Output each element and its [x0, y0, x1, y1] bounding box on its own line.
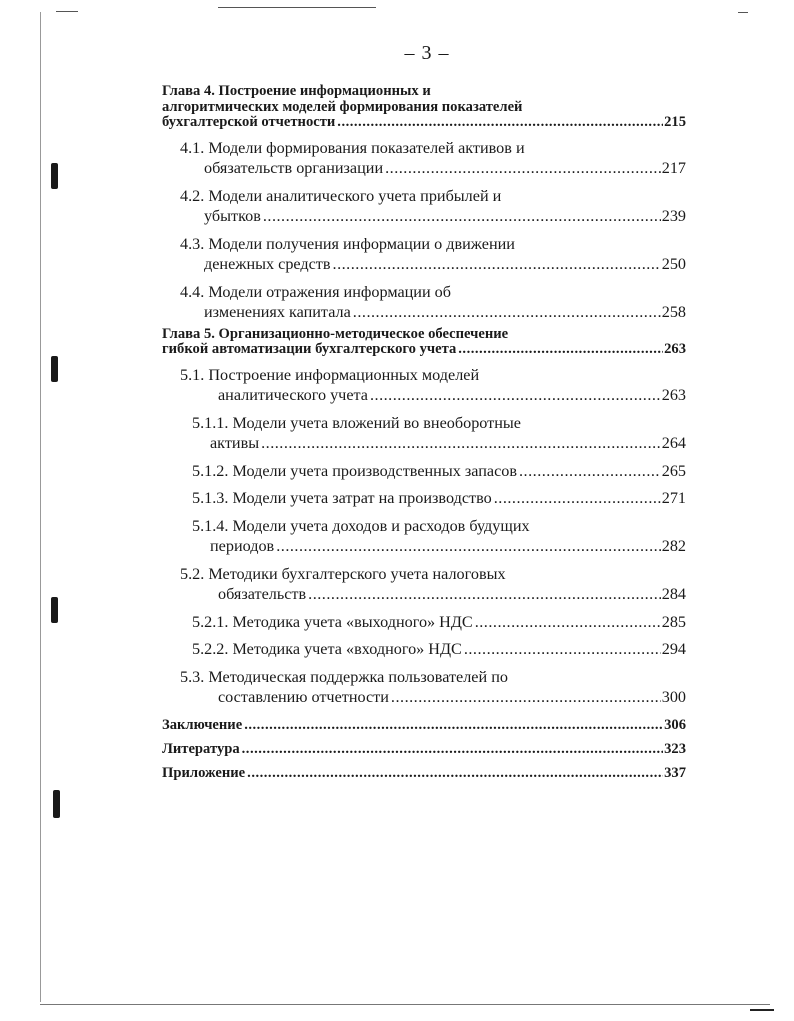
- toc-entry-title: Литература: [162, 740, 240, 757]
- toc-section-5-1[interactable]: [162, 365, 686, 406]
- dot-leader: [333, 254, 661, 275]
- toc-entry-title-cont: денежных средств: [204, 255, 331, 273]
- toc-page-number: 285: [661, 612, 686, 631]
- dot-leader: [276, 536, 661, 557]
- dot-leader: [391, 687, 661, 708]
- toc-entry-title: 4.3. Модели получения информации о движении: [180, 234, 515, 253]
- toc-chapter-4-line: бухгалтерской отчетности: [162, 114, 336, 130]
- toc-page-number: 264: [661, 434, 686, 452]
- toc-entry-title-cont: аналитического учета: [218, 386, 368, 404]
- dot-leader: [458, 342, 663, 358]
- toc-section-4-4[interactable]: [162, 282, 686, 323]
- toc-chapter-4-line: алгоритмических моделей формирования показателей: [162, 98, 523, 115]
- scan-left-edge: [40, 12, 41, 1002]
- toc-entry-title: Заключение: [162, 716, 243, 733]
- toc-page-number: 215: [664, 114, 686, 130]
- scan-bottom-line: [40, 1004, 770, 1005]
- toc-page-number: 337: [664, 764, 686, 781]
- toc-entry-title: 4.4. Модели отражения информации об: [180, 282, 451, 301]
- toc-section-5-2-2[interactable]: [162, 639, 686, 660]
- toc-section-5-2[interactable]: [162, 564, 686, 605]
- toc-entry-title: 5.3. Методическая поддержка пользователей по: [180, 667, 508, 686]
- toc-section-4-1[interactable]: [162, 138, 686, 179]
- toc-page-number: 263: [664, 341, 686, 357]
- toc-page-number: 258: [661, 303, 686, 321]
- punch-hole-mark: [51, 597, 58, 623]
- toc-page-number: 250: [661, 255, 686, 273]
- toc-entry-title: 5.1.4. Модели учета доходов и расходов будущих: [192, 516, 530, 535]
- toc-entry-title: 4.2. Модели аналитического учета прибылей и: [180, 186, 502, 205]
- scan-top-line-right: [738, 12, 748, 13]
- dot-leader: [370, 385, 661, 406]
- toc-entry-title: 5.2. Методики бухгалтерского учета налоговых: [180, 564, 506, 583]
- toc-entry-title-cont: убытков: [204, 207, 261, 225]
- dot-leader: [519, 461, 661, 482]
- toc-chapter-4[interactable]: [162, 84, 686, 131]
- toc-entry-title-cont: обязательств: [218, 585, 307, 603]
- toc-page-number: 323: [664, 740, 686, 757]
- toc-entry-title: 4.1. Модели формирования показателей активов и: [180, 138, 525, 157]
- toc-chapter-5[interactable]: [162, 327, 686, 358]
- dot-leader: [308, 584, 661, 605]
- dot-leader: [385, 158, 661, 179]
- dot-leader: [261, 433, 661, 454]
- toc-entry-title: 5.1.1. Модели учета вложений во внеоборотные: [192, 413, 521, 432]
- toc-entry-title: 5.1.3. Модели учета затрат на производство: [192, 489, 492, 507]
- dot-leader: [263, 206, 661, 227]
- page-number: – 3 –: [404, 42, 450, 64]
- toc-appendix[interactable]: [162, 762, 686, 784]
- dot-leader: [244, 714, 663, 736]
- toc-chapter-5-line: Глава 5. Организационно-методическое обеспечение: [162, 325, 509, 342]
- toc-entry-title-cont: активы: [210, 434, 260, 452]
- toc-section-5-3[interactable]: [162, 667, 686, 708]
- toc-page-number: 217: [661, 159, 686, 177]
- punch-hole-mark: [51, 356, 58, 382]
- toc-section-4-2[interactable]: [162, 186, 686, 227]
- toc-literature[interactable]: [162, 738, 686, 760]
- toc-page-number: 271: [661, 489, 686, 507]
- toc-entry-title: 5.2.1. Методика учета «выходного» НДС: [192, 612, 473, 631]
- dot-leader: [353, 302, 661, 323]
- toc-page-number: 306: [664, 716, 686, 733]
- table-of-contents: [162, 84, 686, 784]
- scan-top-line-left: [56, 11, 78, 12]
- punch-hole-mark: [51, 163, 58, 189]
- toc-page-number: 265: [661, 461, 686, 480]
- toc-page-number: 263: [661, 386, 686, 404]
- toc-page-number: 282: [661, 537, 686, 555]
- toc-entry-title-cont: изменениях капитала: [204, 303, 351, 321]
- scan-bottom-mark: [750, 1009, 774, 1011]
- toc-section-5-1-1[interactable]: [162, 413, 686, 454]
- toc-conclusion[interactable]: [162, 714, 686, 736]
- toc-chapter-4-line: Глава 4. Построение информационных и: [162, 83, 431, 99]
- toc-entry-title: Приложение: [162, 764, 246, 781]
- toc-chapter-5-line: гибкой автоматизации бухгалтерского учета: [162, 341, 457, 357]
- toc-section-5-1-3[interactable]: [162, 488, 686, 509]
- toc-entry-title-cont: обязательств организации: [204, 159, 384, 177]
- dot-leader: [464, 639, 661, 660]
- dot-leader: [337, 115, 663, 131]
- punch-hole-mark: [53, 790, 60, 818]
- dot-leader: [494, 488, 661, 509]
- toc-entry-title-cont: периодов: [210, 537, 275, 555]
- toc-section-5-1-4[interactable]: [162, 516, 686, 557]
- toc-entry-title: 5.1. Построение информационных моделей: [180, 365, 480, 384]
- toc-entry-title-cont: составлению отчетности: [218, 688, 389, 706]
- toc-entry-title: 5.1.2. Модели учета производственных запасов: [192, 461, 517, 480]
- dot-leader: [475, 612, 661, 633]
- toc-section-4-3[interactable]: [162, 234, 686, 275]
- toc-section-5-2-1[interactable]: [162, 612, 686, 633]
- dot-leader: [242, 738, 663, 760]
- toc-page-number: 239: [661, 207, 686, 225]
- toc-section-5-1-2[interactable]: [162, 461, 686, 482]
- toc-page-number: 300: [661, 688, 686, 706]
- dot-leader: [247, 762, 663, 784]
- toc-entry-title: 5.2.2. Методика учета «входного» НДС: [192, 640, 462, 658]
- toc-page-number: 284: [661, 585, 686, 603]
- scan-top-line-center: [218, 7, 376, 8]
- toc-page-number: 294: [661, 640, 686, 658]
